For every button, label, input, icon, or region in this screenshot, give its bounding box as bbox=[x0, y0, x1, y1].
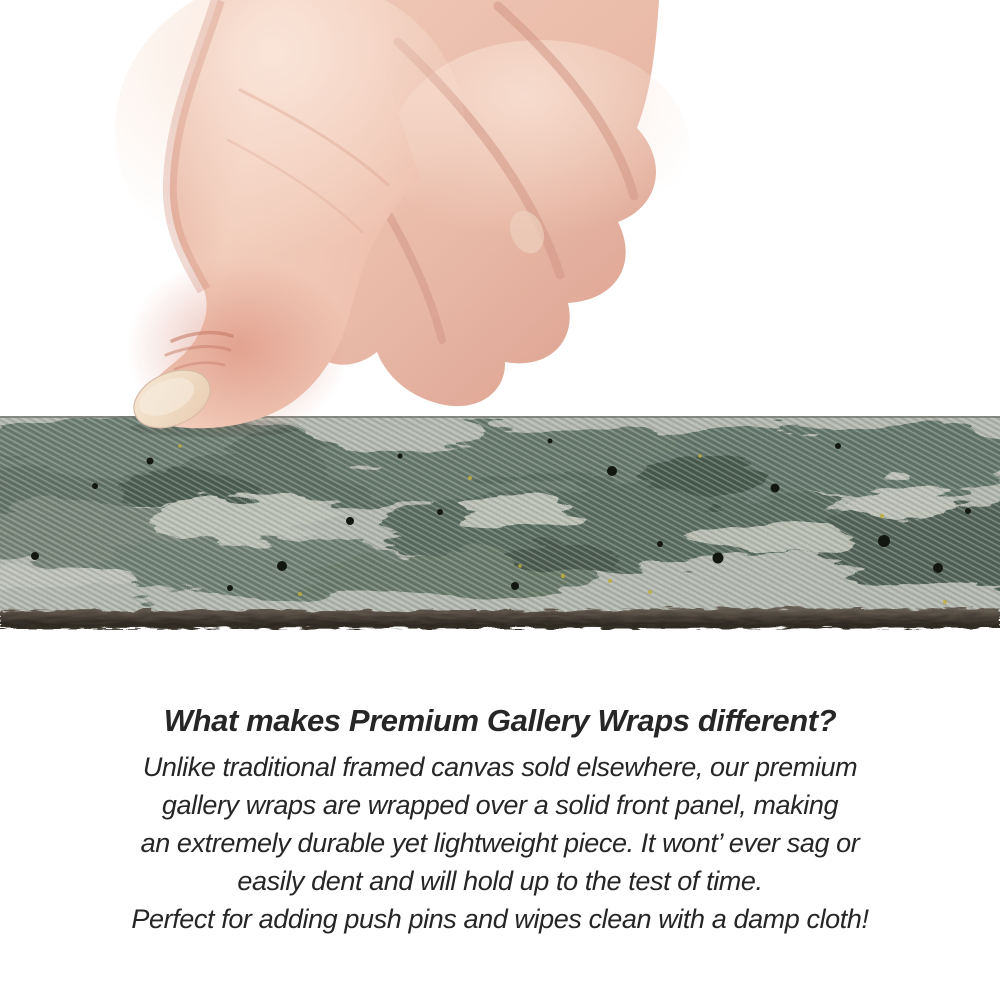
canvas-strip bbox=[0, 416, 1000, 630]
caption-line-4: easily dent and will hold up to the test of time. bbox=[237, 866, 763, 896]
hand-photo bbox=[0, 0, 1000, 436]
strip-bottom-edge bbox=[0, 608, 1000, 629]
hand-graphic bbox=[0, 0, 1000, 436]
caption-line-1: Unlike traditional framed canvas sold elsewhere, our premium bbox=[142, 752, 858, 782]
caption bbox=[0, 701, 1000, 938]
caption-title: What makes Premium Gallery Wraps different? bbox=[163, 703, 837, 738]
caption-line-2: gallery wraps are wrapped over a solid front panel, making bbox=[161, 790, 839, 820]
caption-line-3: an extremely durable yet lightweight piece. It wont’ ever sag or bbox=[140, 828, 860, 858]
canvas-texture-graphic bbox=[0, 416, 1000, 630]
caption-line-5: Perfect for adding push pins and wipes clean with a damp cloth! bbox=[131, 904, 869, 934]
